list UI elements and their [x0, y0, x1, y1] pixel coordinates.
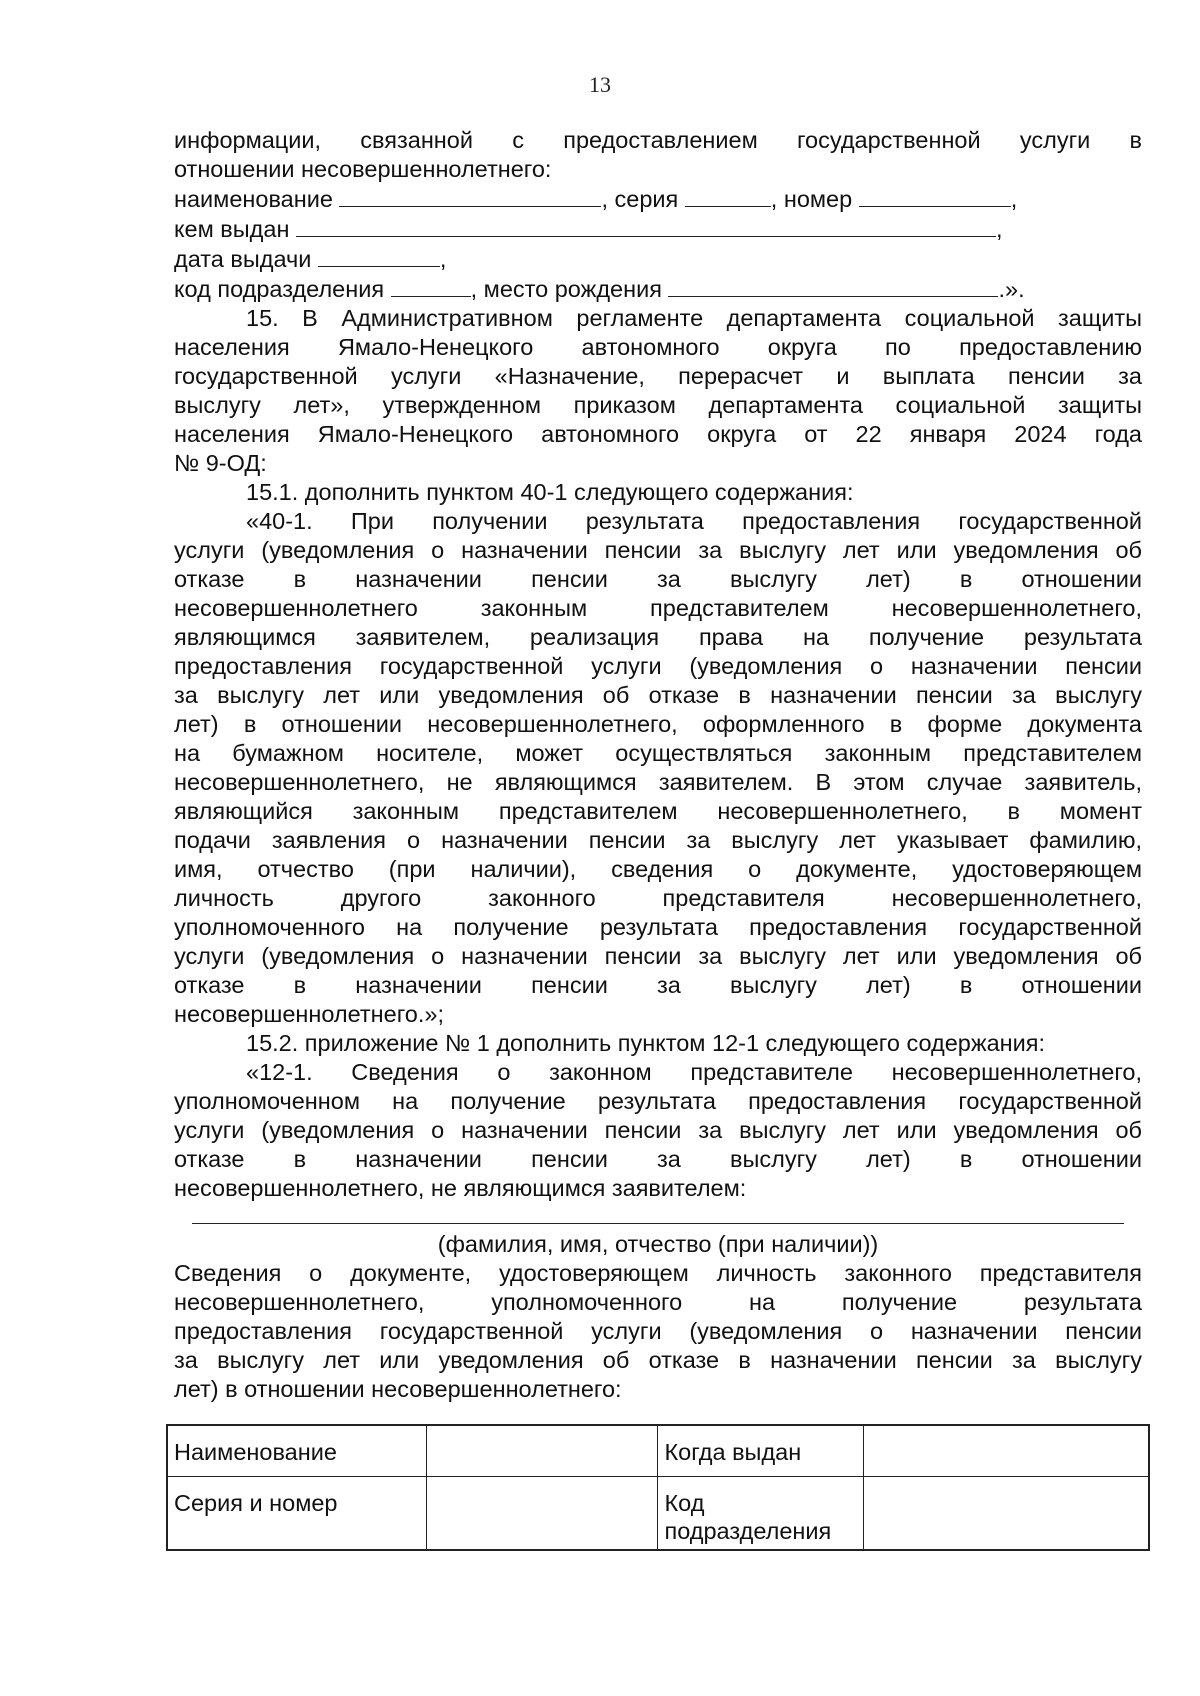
table-cell-label: Когда выдан	[658, 1425, 864, 1477]
blank-name-field	[339, 184, 601, 207]
paragraph-40-1-line: личность другого законного представителя несовершеннолетнего,	[174, 885, 1142, 911]
id-document-table	[166, 1424, 1150, 1551]
paragraph-15-line: выслугу лет», утвержденном приказом департамента социальной защиты	[174, 392, 1142, 418]
paragraph-12-1-line: несовершеннолетнего, не являющимся заявителем:	[174, 1175, 747, 1201]
field-label: , номер	[770, 186, 853, 212]
paragraph-15-line: № 9-ОД:	[174, 450, 267, 476]
body-line: информации, связанной с предоставлением государственной услуги в	[174, 127, 1142, 153]
paragraph-15-line: населения Ямало-Ненецкого автономного округа от 22 января 2024 года	[174, 421, 1142, 447]
paragraph-12-1-line: уполномоченном на получение результата предоставления государственной	[174, 1088, 1142, 1114]
paragraph-40-1-line: услуги (уведомления о назначении пенсии за выслугу лет или уведомления об	[174, 943, 1142, 969]
document-field-row	[174, 244, 1142, 274]
paragraph-12-1-line: «12-1. Сведения о законном представителе несовершеннолетнего,	[246, 1059, 1142, 1085]
paragraph-40-1-line: имя, отчество (при наличии), сведения о документе, удостоверяющем	[174, 856, 1142, 882]
page-number: 13	[589, 72, 611, 97]
paragraph-40-1-line: лет) в отношении несовершеннолетнего, оформленного в форме документа	[174, 711, 1142, 737]
paragraph-15-line: государственной услуги «Назначение, перерасчет и выплата пенсии за	[174, 363, 1142, 389]
blank-birthplace-field	[668, 274, 998, 297]
paragraph-12-1-line: услуги (уведомления о назначении пенсии за выслугу лет или уведомления об	[174, 1117, 1142, 1143]
table-row	[167, 1425, 1149, 1477]
paragraph-40-1-line: уполномоченного на получение результата предоставления государственной	[174, 914, 1142, 940]
blank-issue-date-field	[318, 244, 440, 267]
field-label: , место рождения	[470, 276, 662, 302]
field-label: , серия	[601, 186, 679, 212]
field-label: код подразделения	[174, 276, 385, 302]
blank-number-field	[859, 184, 1011, 207]
fio-caption: (фамилия, имя, отчество (при наличии))	[437, 1231, 879, 1257]
blank-series-field	[685, 184, 771, 207]
paragraph-40-1-line: отказе в назначении пенсии за выслугу лет) в отношении	[174, 972, 1142, 998]
field-label: дата выдачи	[174, 246, 312, 272]
paragraph-15-line: населения Ямало-Ненецкого автономного округа по предоставлению	[174, 334, 1142, 360]
paragraph-12-1-line: отказе в назначении пенсии за выслугу лет) в отношении	[174, 1146, 1142, 1172]
punctuation: ,	[1010, 186, 1018, 212]
table-cell-value	[427, 1477, 658, 1551]
paragraph-40-1-line: несовершеннолетнего законным представителем несовершеннолетнего,	[174, 595, 1142, 621]
paragraph-15-1: 15.1. дополнить пунктом 40-1 следующего содержания:	[246, 479, 854, 505]
paragraph-40-1-line: являющийся законным представителем несовершеннолетнего, в момент	[174, 798, 1142, 824]
body-line: отношении несовершеннолетнего:	[174, 156, 552, 182]
document-body	[174, 126, 1142, 1404]
field-label: наименование	[174, 186, 333, 212]
paragraph-40-1-line: предоставления государственной услуги (уведомления о назначении пенсии	[174, 653, 1142, 679]
paragraph-15-line: 15. В Административном регламенте департамента социальной защиты	[246, 305, 1142, 331]
table-cell-label-line: подразделения	[664, 1518, 832, 1544]
blank-division-code-field	[391, 274, 471, 297]
svedeniya-line: Сведения о документе, удостоверяющем личность законного представителя	[174, 1260, 1142, 1286]
punctuation: ,	[439, 246, 447, 272]
table-cell-label: Серия и номер	[167, 1477, 427, 1551]
svedeniya-line: предоставления государственной услуги (уведомления о назначении пенсии	[174, 1318, 1142, 1344]
punctuation: ,	[995, 216, 1003, 242]
paragraph-40-1-line: отказе в назначении пенсии за выслугу лет) в отношении	[174, 566, 1142, 592]
fio-signature-line	[192, 1223, 1124, 1224]
table-cell-value	[427, 1425, 658, 1477]
svedeniya-line: за выслугу лет или уведомления об отказе в назначении пенсии за выслугу	[174, 1347, 1142, 1373]
blank-issuer-field	[296, 214, 996, 237]
svedeniya-line: несовершеннолетнего, уполномоченного на получение результата	[174, 1289, 1142, 1315]
document-field-row	[174, 274, 1142, 304]
paragraph-15-2: 15.2. приложение № 1 дополнить пунктом 12-1 следующего содержания:	[246, 1030, 1046, 1056]
paragraph-40-1-line: «40-1. При получении результата предоставления государственной	[246, 508, 1142, 534]
table-row	[167, 1477, 1149, 1551]
paragraph-40-1-line: подачи заявления о назначении пенсии за выслугу лет указывает фамилию,	[174, 827, 1142, 853]
punctuation: .».	[998, 276, 1025, 302]
svedeniya-line: лет) в отношении несовершеннолетнего:	[174, 1376, 622, 1402]
document-field-row	[174, 184, 1142, 214]
paragraph-40-1-line: услуги (уведомления о назначении пенсии за выслугу лет или уведомления об	[174, 537, 1142, 563]
paragraph-40-1-line: за выслугу лет или уведомления об отказе в назначении пенсии за выслугу	[174, 682, 1142, 708]
paragraph-40-1-line: на бумажном носителе, может осуществляться законным представителем	[174, 740, 1142, 766]
table-cell-value	[864, 1425, 1149, 1477]
table-cell-label: Наименование	[167, 1425, 427, 1477]
table-cell-value	[864, 1477, 1149, 1551]
field-label: кем выдан	[174, 216, 290, 242]
paragraph-40-1-line: несовершеннолетнего, не являющимся заявителем. В этом случае заявитель,	[174, 769, 1142, 795]
document-field-row	[174, 214, 1142, 244]
table-cell-label-line: Код	[664, 1490, 705, 1516]
table-cell-label	[658, 1477, 864, 1551]
paragraph-40-1-line: являющимся заявителем, реализация права на получение результата	[174, 624, 1142, 650]
paragraph-40-1-line: несовершеннолетнего.»;	[174, 1001, 444, 1027]
